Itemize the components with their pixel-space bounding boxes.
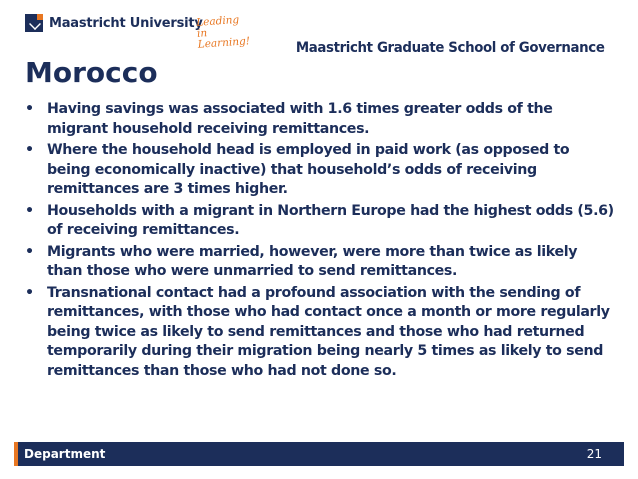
university-name: Maastricht University (49, 15, 203, 31)
university-logo (25, 12, 251, 51)
school-name: Maastricht Graduate School of Governance (295, 40, 604, 56)
bullet-item (25, 202, 615, 241)
bullet-icon: • (25, 284, 34, 301)
bullet-text: Transnational contact had a profound association with the sending of remittances, with those who had contact once a month or more regularly being twice as likely to send remittances and those who had returned temporarily during their migration being nearly 5 times as likely to send remittances than those who had not done so. (47, 284, 610, 379)
bullet-icon: • (25, 142, 34, 158)
bullet-item (25, 141, 615, 200)
bullet-icon: • (25, 243, 34, 260)
slide-title: Morocco (25, 56, 158, 89)
footer-accent (14, 442, 18, 466)
bullet-icon: • (25, 101, 34, 117)
footer-bar (14, 442, 624, 466)
university-logo-icon (25, 14, 43, 32)
bullet-item (25, 284, 615, 382)
bullet-item (25, 243, 615, 282)
bullet-text: Migrants who were married, however, were more than twice as likely than those who were unmarried to send remittances. (47, 243, 578, 279)
footer-department: Department (24, 447, 106, 461)
bullet-text: Having savings was associated with 1.6 times greater odds of the migrant household receiving remittances. (47, 101, 553, 137)
bullet-icon: • (25, 202, 34, 219)
tagline: Leading in Learning! (195, 13, 251, 51)
bullet-item (25, 100, 615, 139)
bullet-text: Where the household head is employed in paid work (as opposed to being economically inactive) that household’s odds of receiving remittances are 3 times higher. (47, 142, 570, 197)
page-number: 21 (586, 447, 602, 461)
bullet-list (25, 100, 615, 383)
bullet-text: Households with a migrant in Northern Europe had the highest odds (5.6) of receiving remittances. (47, 202, 614, 238)
